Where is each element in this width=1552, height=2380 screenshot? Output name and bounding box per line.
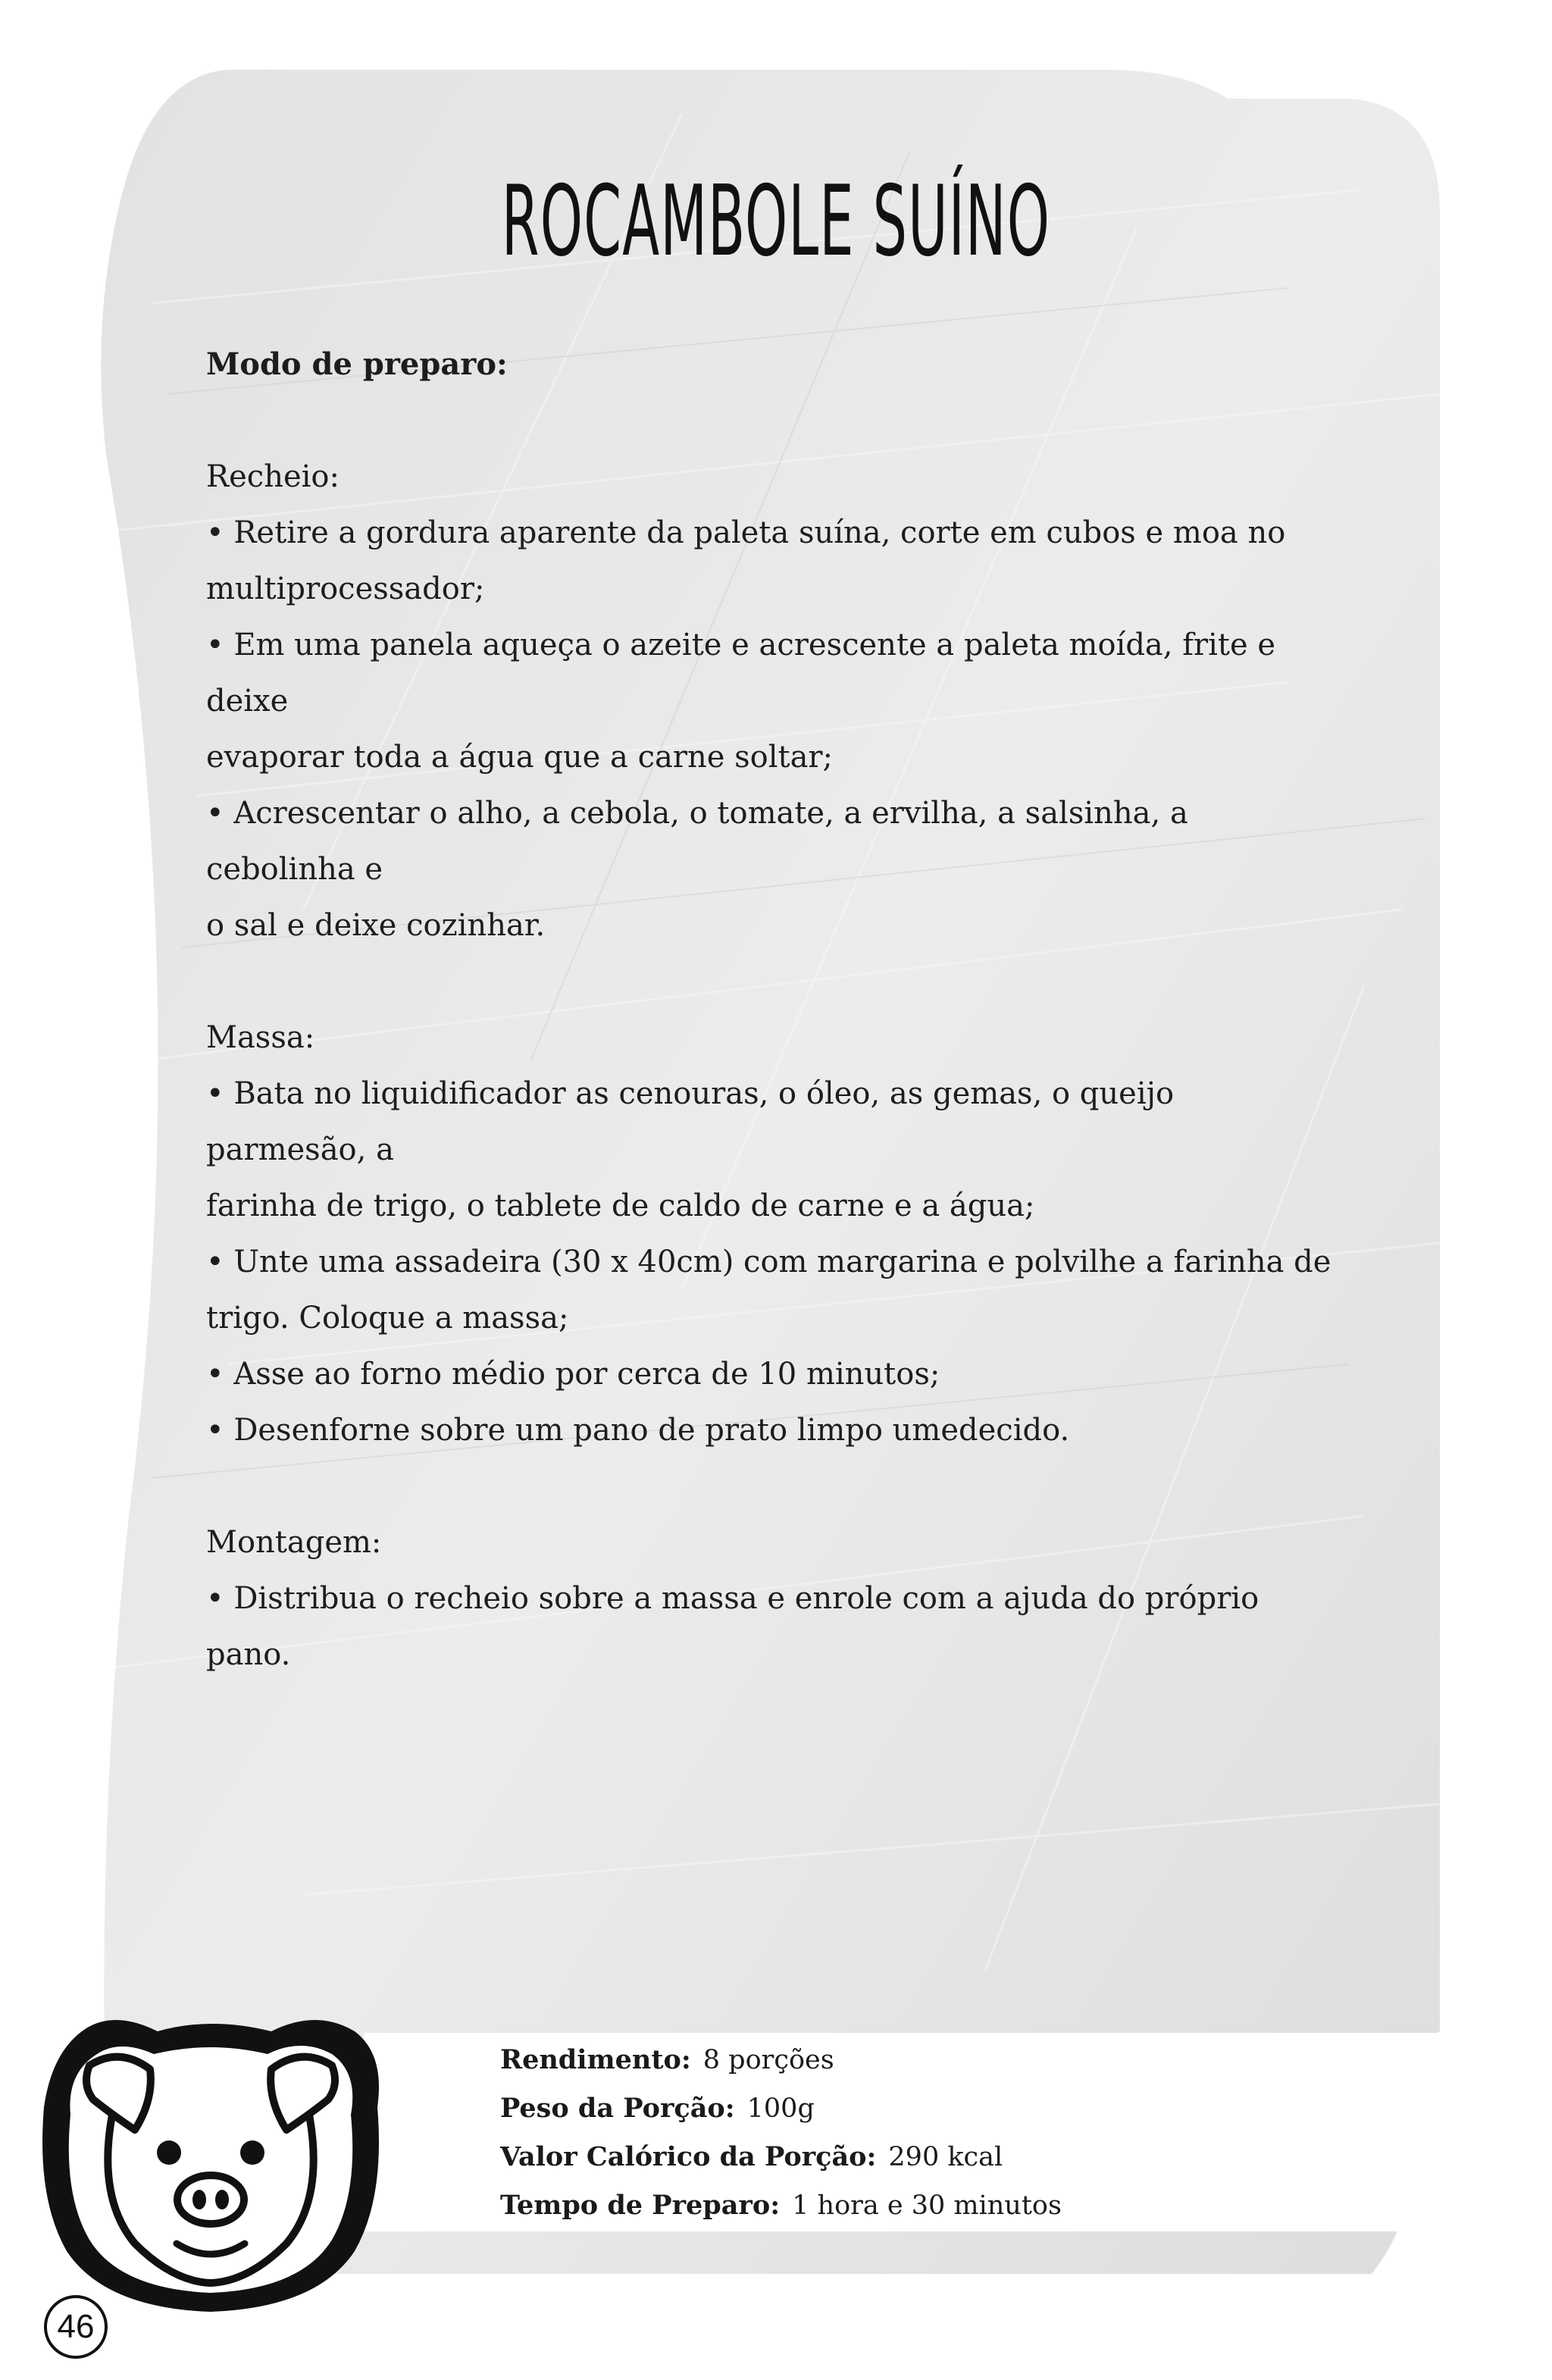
recheio-heading: Recheio: [206,459,340,494]
info-label: Rendimento: [500,2044,691,2075]
recheio-line: multiprocessador; [206,572,485,606]
massa-line: • Desenforne sobre um pano de prato limpo umedecido. [206,1402,1343,1458]
info-label: Peso da Porção: [500,2093,735,2124]
massa-line: farinha de trigo, o tablete de caldo de carne e a água; [206,1188,1035,1223]
massa-line: • Bata no liquidificador as cenouras, o óleo, as gemas, o queijo parmesão, a [206,1066,1343,1178]
recipe-instructions [206,337,1343,1683]
massa-heading: Massa: [206,1020,315,1055]
massa-line: • Unte uma assadeira (30 x 40cm) com margarina e polvilhe a farinha de [206,1234,1343,1290]
recheio-line: o sal e deixe cozinhar. [206,908,546,943]
recheio-line: • Retire a gordura aparente da paleta suína, corte em cubos e moa no [206,505,1343,561]
info-value: 100g [746,2093,815,2124]
recipe-title: ROCAMBOLE SUÍNO [501,165,1051,278]
recheio-line: • Acrescentar o alho, a cebola, o tomate, a ervilha, a salsinha, a cebolinha e [206,785,1343,897]
montagem-line: • Distribua o recheio sobre a massa e enrole com a ajuda do próprio pano. [206,1570,1343,1683]
info-value: 1 hora e 30 minutos [792,2191,1062,2221]
info-label: Tempo de Preparo: [500,2190,781,2221]
info-label: Valor Calórico da Porção: [500,2141,877,2172]
pig-face-icon [29,2001,393,2319]
page-number: 46 [44,2295,108,2359]
info-peso [500,2084,1062,2133]
info-tempo [500,2181,1062,2230]
info-value: 290 kcal [888,2142,1003,2172]
massa-line: • Asse ao forno médio por cerca de 10 minutos; [206,1346,1343,1402]
montagem-heading: Montagem: [206,1525,382,1560]
info-valor-calorico [500,2133,1062,2181]
recheio-line: • Em uma panela aqueça o azeite e acrescente a paleta moída, frite e deixe [206,617,1343,729]
info-rendimento [500,2036,1062,2084]
recipe-info-panel [500,2036,1062,2230]
info-value: 8 porções [702,2045,834,2075]
recheio-line: evaporar toda a água que a carne soltar; [206,740,834,775]
massa-line: trigo. Coloque a massa; [206,1301,569,1336]
section-heading: Modo de preparo: [206,346,508,382]
